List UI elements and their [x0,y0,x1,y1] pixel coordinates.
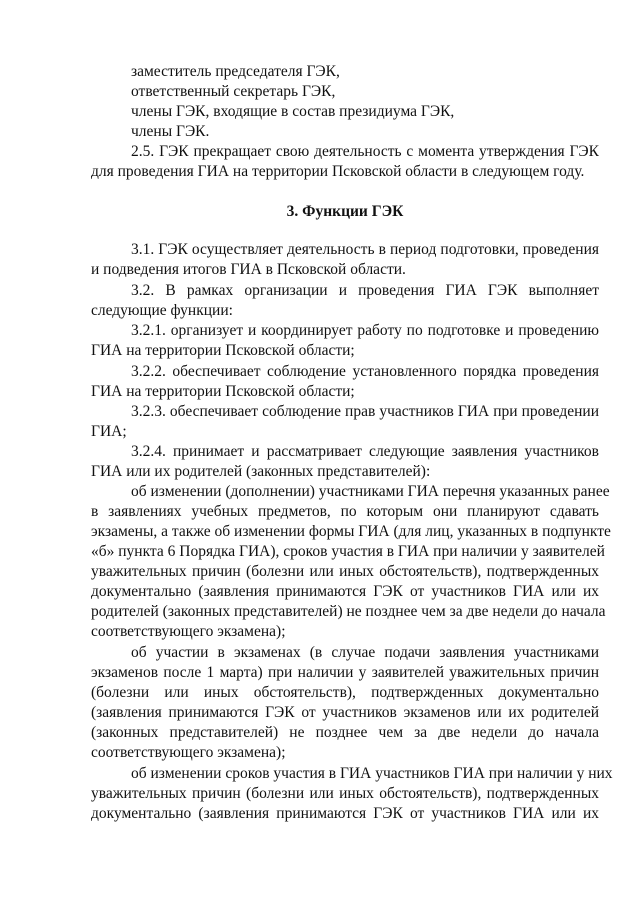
text-line: «б» пункта 6 Порядка ГИА), сроков участия в ГИА при наличии у заявителей [91,543,605,560]
text-line: 3.2. В рамках организации и проведения ГИА ГЭК выполняет [131,282,599,299]
text-line: соответствующего экзамена); [91,623,286,640]
text-line: экзаменов после 1 марта) при наличии у заявителей уважительных причин [91,664,599,681]
text-line: уважительных причин (болезни или иных обстоятельств), подтвержденных [91,563,599,580]
text-line: соответствующего экзамена); [91,744,286,761]
text-line: 3.2.2. обеспечивает соблюдение установленного порядка проведения [131,363,599,380]
text-line: заместитель председателя ГЭК, [131,63,340,80]
text-line: ГИА или их родителей (законных представителей): [91,463,431,480]
text-line: члены ГЭК, входящие в состав президиума ГЭК, [131,103,455,120]
text-line: 3.2.3. обеспечивает соблюдение прав участников ГИА при проведении [131,403,599,420]
text-line: члены ГЭК. [131,123,210,140]
text-line: уважительных причин (болезни или иных обстоятельств), подтвержденных [91,785,599,802]
text-line: 3.2.1. организует и координирует работу по подготовке и проведению [131,322,599,339]
text-line: об изменении сроков участия в ГИА участников ГИА при наличии у них [131,765,613,782]
text-line: 3.2.4. принимает и рассматривает следующие заявления участников [131,443,599,460]
text-line: родителей (законных представителей) не позднее чем за две недели до начала [91,603,606,620]
text-line: 3.1. ГЭК осуществляет деятельность в период подготовки, проведения [131,241,599,258]
text-line: ГИА на территории Псковской области; [91,383,355,400]
text-line: экзамены, а также об изменении формы ГИА (для лиц, указанных в подпункте [91,523,611,540]
text-line: об изменении (дополнении) участниками ГИА перечня указанных ранее [131,483,610,500]
text-line: документально (заявления принимаются ГЭК от участников ГИА или их [91,583,599,600]
text-line: об участии в экзаменах (в случае подачи заявления участниками [131,644,599,661]
section-heading: 3. Функции ГЭК [286,203,404,220]
text-line: и подведения итогов ГИА в Псковской области. [91,261,406,278]
text-line: (законных представителей) не позднее чем за две недели до начала [91,724,599,741]
text-line: (болезни или иных обстоятельств), подтвержденных документально [91,684,599,701]
text-line: ГИА на территории Псковской области; [91,342,355,359]
text-line: для проведения ГИА на территории Псковской области в следующем году. [91,163,585,180]
text-line: 2.5. ГЭК прекращает свою деятельность с момента утверждения ГЭК [131,143,599,160]
text-line: в заявлениях учебных предметов, по которым они планируют сдавать [91,503,599,520]
text-line: (заявления принимаются ГЭК от участников экзаменов или их родителей [91,704,599,721]
text-line: ответственный секретарь ГЭК, [131,83,336,100]
text-line: ГИА; [91,423,127,440]
text-line: следующие функции: [91,302,233,319]
text-line: документально (заявления принимаются ГЭК от участников ГИА или их [91,805,599,822]
